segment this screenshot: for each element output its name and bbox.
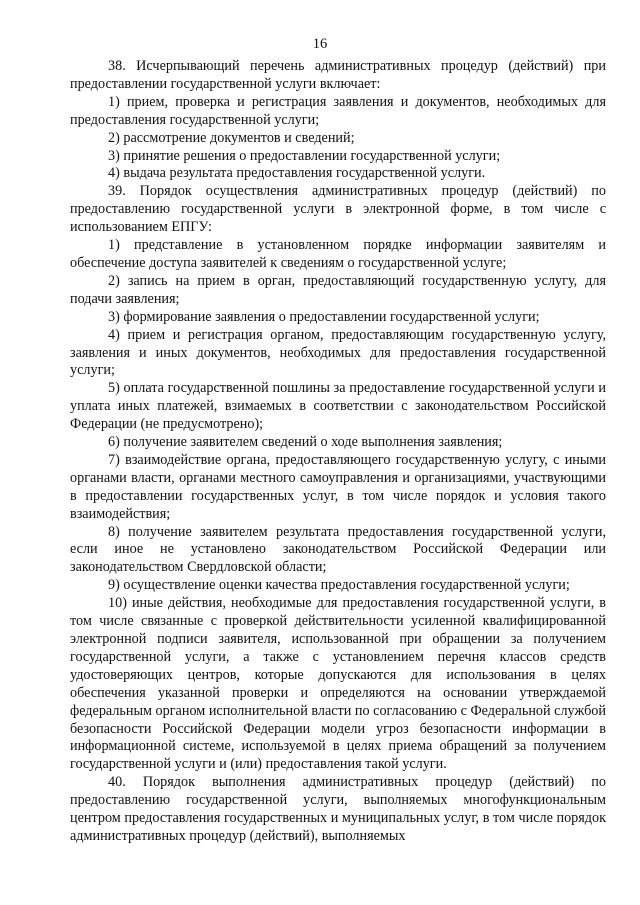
document-body bbox=[70, 58, 606, 846]
list-item-38-4: 4) выдача результата предоставления государственной услуги. bbox=[108, 165, 486, 182]
list-item-39-1: 1) представление в установленном порядке информации заявителям и обеспечение доступа заявителей к сведениям о государственной услуге; bbox=[70, 237, 606, 271]
list-item-39-10: 10) иные действия, необходимые для предоставления государственной услуги, в том числе связанные с проверкой действительности усиленной квалифицированной электронной подписи заявителя, использованной при обращении за получением государственной услуги, а также с установлением перечня классов средств удостоверяющих центров, которые допускаются для использования в целях обеспечения указанной проверки и определяются на основании утверждаемой федеральным органом исполнительной власти по согласованию с Федеральной службой безопасности Российской Федерации модели угроз безопасности информации в информационной системе, используемой в целях приема обращений за получением государственной услуги и (или) предоставления такой услуги. bbox=[70, 595, 606, 773]
paragraph-40: 40. Порядок выполнения административных процедур (действий) по предоставлению государственной услуги, выполняемых многофункциональным центром предоставления государственных и муниципальных услуг, в том числе порядок административных процедур (действий), выполняемых bbox=[70, 774, 606, 844]
list-item-39-9: 9) осуществление оценки качества предоставления государственной услуги; bbox=[108, 577, 570, 594]
list-item-39-7: 7) взаимодействие органа, предоставляющего государственную услугу, с иными органами власти, органами местного самоуправления и организациями, участвующими в предоставлении государственных услуг, в том числе порядок и условия такого взаимодействия; bbox=[70, 451, 606, 522]
paragraph-38: 38. Исчерпывающий перечень административных процедур (действий) при предоставлении государственной услуги включает: bbox=[70, 58, 606, 92]
paragraph-39: 39. Порядок осуществления административных процедур (действий) по предоставлению государственной услуги в электронной форме, в том числе с использованием ЕПГУ: bbox=[70, 183, 606, 236]
list-item-39-8: 8) получение заявителем результата предоставления государственной услуги, если иное не установлено законодательством Российской Федерации или законодательством Свердловской области; bbox=[70, 523, 606, 576]
list-item-39-6: 6) получение заявителем сведений о ходе выполнения заявления; bbox=[108, 434, 503, 451]
list-item-38-2: 2) рассмотрение документов и сведений; bbox=[108, 129, 355, 146]
list-item-39-3: 3) формирование заявления о предоставлении государственной услуги; bbox=[108, 308, 540, 325]
list-item-39-5: 5) оплата государственной пошлины за предоставление государственной услуги и уплата иных платежей, взимаемых в соответствии с законодательством Российской Федерации (не предусмотрено); bbox=[70, 380, 606, 433]
page-number: 16 bbox=[312, 36, 328, 52]
list-item-39-2: 2) запись на прием в орган, предоставляющий государственную услугу, для подачи заявления; bbox=[70, 272, 606, 307]
list-item-39-4: 4) прием и регистрация органом, предоставляющим государственную услугу, заявления и иных документов, необходимых для предоставления государственной услуги; bbox=[70, 326, 606, 379]
list-item-38-3: 3) принятие решения о предоставлении государственной услуги; bbox=[108, 147, 501, 164]
list-item-38-1: 1) прием, проверка и регистрация заявления и документов, необходимых для предоставления государственной услуги; bbox=[70, 93, 606, 128]
